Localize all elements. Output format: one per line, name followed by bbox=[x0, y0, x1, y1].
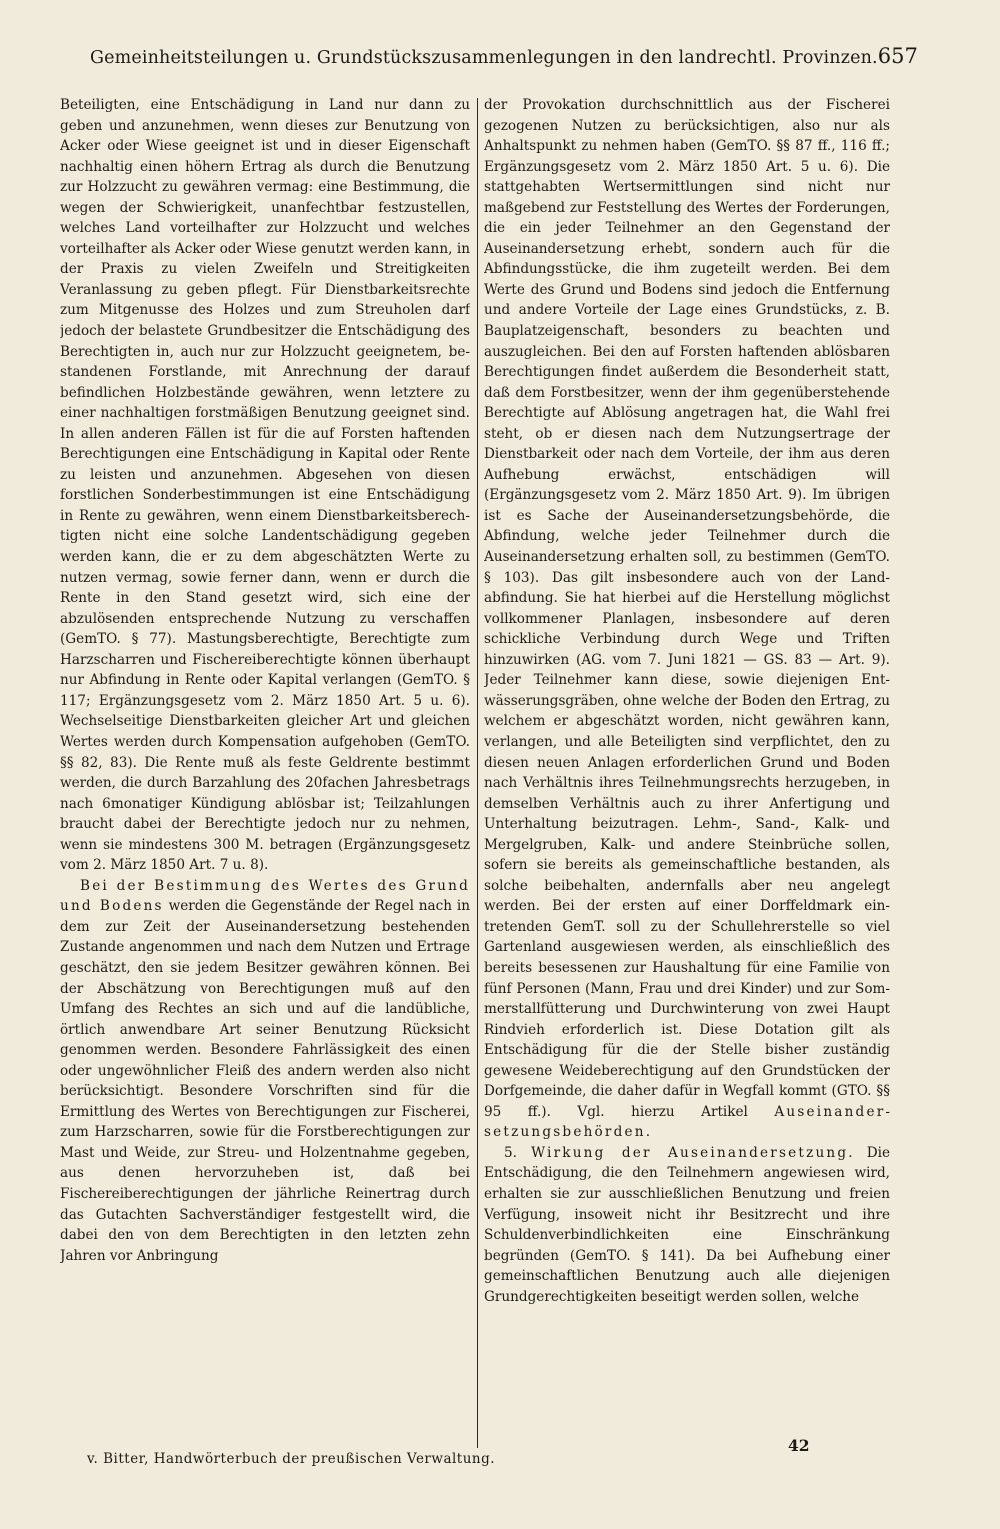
running-header bbox=[90, 44, 918, 74]
right-paragraph-2 bbox=[484, 1143, 890, 1307]
right-paragraph-1 bbox=[484, 95, 890, 1143]
left-paragraph-2 bbox=[60, 876, 470, 1266]
page-number: 657 bbox=[877, 44, 918, 68]
right-paragraph-1-end: . bbox=[645, 1124, 651, 1141]
column-divider bbox=[477, 98, 478, 1448]
right-column bbox=[484, 95, 890, 1450]
left-column bbox=[60, 95, 470, 1450]
running-title: Gemeinheitsteilungen u. Grundstückszusammenlegungen in den landrechtl. Provinzen. bbox=[90, 48, 878, 68]
footer-source: v. Bitter, Handwörterbuch der preußischen Verwaltung. bbox=[87, 1451, 496, 1467]
left-paragraph-2-text: werden die Gegenstände der Regel nach in dem zur Zeit der Auseinandersetzung bestehenden Zustande angenommen und nach dem Nutzen und Ertrage geschätzt, den sie jedem Besitzer gewähren können. Bei der Abschätzung von Berechtigungen muß auf den Umfang des Rechtes an sich und auf die landübliche, örtlich anwendbare Art seiner Benutzung Rücksicht genommen werden. Besondere Fahrlässigkeit des einen oder ungewöhnlicher Fleiß des andern werden also nicht berücksichtigt. Besondere Vorschriften sind für die Ermittlung des Wertes von Berechtigungen zur Fischerei, zum Harzscharren, sowie für die Forstberechtigungen zur Mast und Weide, zur Streu- und Holzentnahme gegeben, aus denen hervorzuheben ist, daß bei Fischereiberechtigungen der jährliche Reinertrag durch das Gutachten Sachverständiger festgestellt wird, die dabei den von dem Berechtigten in den letzten zehn Jahren vor Anbringung bbox=[60, 898, 470, 1264]
right-paragraph-1-text: der Provokation durchschnittlich aus der Fischerei gezogenen Nutzen zu berücksichtigen, also nur als Anhaltspunkt zu nehmen haben (GemTO. §§ 87 ff., 116 ff.; Ergänzungsgesetz vom 2. März 1850 Art. 5 u. 6). Die stattgehabten Wertsermittlungen sind nicht nur maßgebend zur Feststellung des Wertes der Forderungen, die ein jeder Teilnehmer an den Gegenstand der Auseinandersetzung erhebt, sondern auch für die Abfindungsstücke, die ihm zugeteilt werden. Bei dem Werte des Grund und Bodens sind jedoch die Entfernung und andere Vorteile der Lage eines Grundstücks, z. B. Bauplatzeigenschaft, besonders zu beachten und auszugleichen. Bei den auf Forsten haftenden ablösbaren Berechtigungen findet außerdem die Besonderheit statt, daß dem Forstbesitzer, wenn der ihm gegenüberstehende Berechtigte auf Ablösung angetragen hat, die Wahl frei steht, ob er diesen nach dem Nutzungsertrage der Dienstbarkeit oder nach dem Vorteile, der ihm aus deren Aufhebung erwächst, entschädigen will (Ergänzungsgesetz vom 2. März 1850 Art. 9). Im übrigen ist es Sache der Auseinandersetzungsbehörde, die Abfindung, welche jeder Teilnehmer durch die Auseinandersetzung erhalten soll, zu bestimmen (GemTO. § 103). Das gilt insbesondere auch von der Landabfindung. Sie hat hierbei auf die Herstellung möglichst vollkommener Planlagen, insbesondere auf deren schickliche Verbindung durch Wege und Triften hinzuwirken (AG. vom 7. Juni 1821 — GS. 83 — Art. 9). Jeder Teilnehmer kann diese, sowie diejenigen Entwässerungsgräben, ohne welche der Boden den Ertrag, zu welchem er abgeschätzt worden, nicht gewähren kann, verlangen, und alle Beteiligten sind verpflichtet, den zu diesen neuen Anlagen erforderlichen Grund und Boden nach Verhältnis ihres Teilnehmungsrechts herzugeben, in demselben Verhältnis auch zu ihrer Anfertigung und Unterhaltung beizutragen. Lehm-, Sand-, Kalk- und Mergelgruben, Kalk- und andere Steinbrüche sollen, sofern sie bereits als gemeinschaftliche bestanden, als solche beibehalten, andernfalls aber neu angelegt werden. Bei der ersten auf einer Dorffeldmark eintretenden GemT. soll zu der Schullehrerstelle so viel Gartenland ausgewiesen werden, als einschließlich des bereits besessenen zur Haushaltung für eine Familie von fünf Personen (Mann, Frau und drei Kinder) und zur Sommerstallfütterung und Durchwinterung von zwei Haupt Rindvieh erforderlich ist. Diese Dotation gilt als Entschädigung für die der Stelle bisher zuständig gewesene Weideberechtigung auf den Grundstücken der Dorfgemeinde, die daher dafür in Wegfall kommt (GTO. §§ 95 ff.). Vgl. hierzu Artikel bbox=[484, 97, 890, 1120]
spaced-reference-auseinandersetzungsbehoerden: Auseinandersetzungsbehörden bbox=[484, 1103, 890, 1141]
section-number: 5. bbox=[504, 1144, 532, 1161]
signature-mark: 42 bbox=[788, 1436, 810, 1455]
left-paragraph-1: Beteiligten, eine Entschädigung in Land nur dann zu geben und anzunehmen, wenn dieses zur Benutzung von Acker oder Wiese geeignet ist und in dieser Eigenschaft nachhaltig einen höhern Ertrag als durch die Benutzung zur Holzzucht zu gewähren vermag: eine Bestimmung, die wegen der Schwierigkeit, unanfechtbar festzustellen, welches Land vorteilhafter zur Holzzucht und welches vorteilhafter als Acker oder Wiese genutzt werden kann, in der Praxis zu vielen Zweifeln und Streitigkeiten Veranlassung zu geben pflegt. Für Dienstbarkeitsrechte zum Mitgenusse des Holzes und zum Streuholen darf jedoch der belastete Grundbesitzer die Entschädigung des Berechtigten in, auch nur zur Holzzucht geeignetem, bestandenen Forstlande, mit Anrechnung der darauf befindlichen Holzbestände gewähren, wenn letztere zu einer nachhaltigen forstmäßigen Benutzung geeignet sind. In allen anderen Fällen ist für die auf Forsten haftenden Berechtigungen eine Entschädigung in Kapital oder Rente zu leisten und anzunehmen. Abgesehen von diesen forstlichen Sonderbestimmungen ist eine Entschädigung in Rente zu gewähren, wenn einem Dienstbarkeitsberechtigten nicht eine solche Landentschädigung gegeben werden kann, die er zu dem abgeschätzten Werte zu nutzen vermag, sowie ferner dann, wenn er durch die Rente in den Stand gesetzt wird, sich eine der abzulösenden entsprechende Nutzung zu verschaffen (GemTO. § 77). Mastungsberechtigte, Berechtigte zum Harzscharren und Fischereiberechtigte können überhaupt nur Abfindung in Rente oder Kapital verlangen (GemTO. § 117; Ergänzungsgesetz vom 2. März 1850 Art. 5 u. 6). Wechselseitige Dienstbarkeiten gleicher Art und gleichen Wertes werden durch Kompensation aufgehoben (GemTO. §§ 82, 83). Die Rente muß als feste Geldrente bestimmt werden, die durch Barzahlung des 20fachen Jahresbetrags nach 6monatiger Kündigung ablösbar ist; Teilzahlungen braucht dabei der Berechtigte jedoch nur zu nehmen, wenn sie mindestens 300 M. betragen (Ergänzungsgesetz vom 2. März 1850 Art. 7 u. 8). bbox=[60, 97, 470, 874]
right-paragraph-2-text: . Die Entschädigung, die den Teilnehmern angewiesen wird, erhalten sie zur ausschließlichen Benutzung und freien Verfügung, insoweit nicht ihr Besitzrecht und ihre Schuldenverbindlichkeiten eine Einschränkung begründen (GemTO. § 141). Da bei Aufhebung einer gemeinschaftlichen Benutzung auch alle diejenigen Grundgerechtigkeiten beseitigt werden sollen, welche bbox=[484, 1144, 890, 1305]
spaced-heading-bodenwert: Bei der Bestimmung des Wertes des Grund und Bodens bbox=[60, 877, 470, 915]
spaced-heading-wirkung: Wirkung der Auseinandersetzung bbox=[531, 1144, 849, 1161]
